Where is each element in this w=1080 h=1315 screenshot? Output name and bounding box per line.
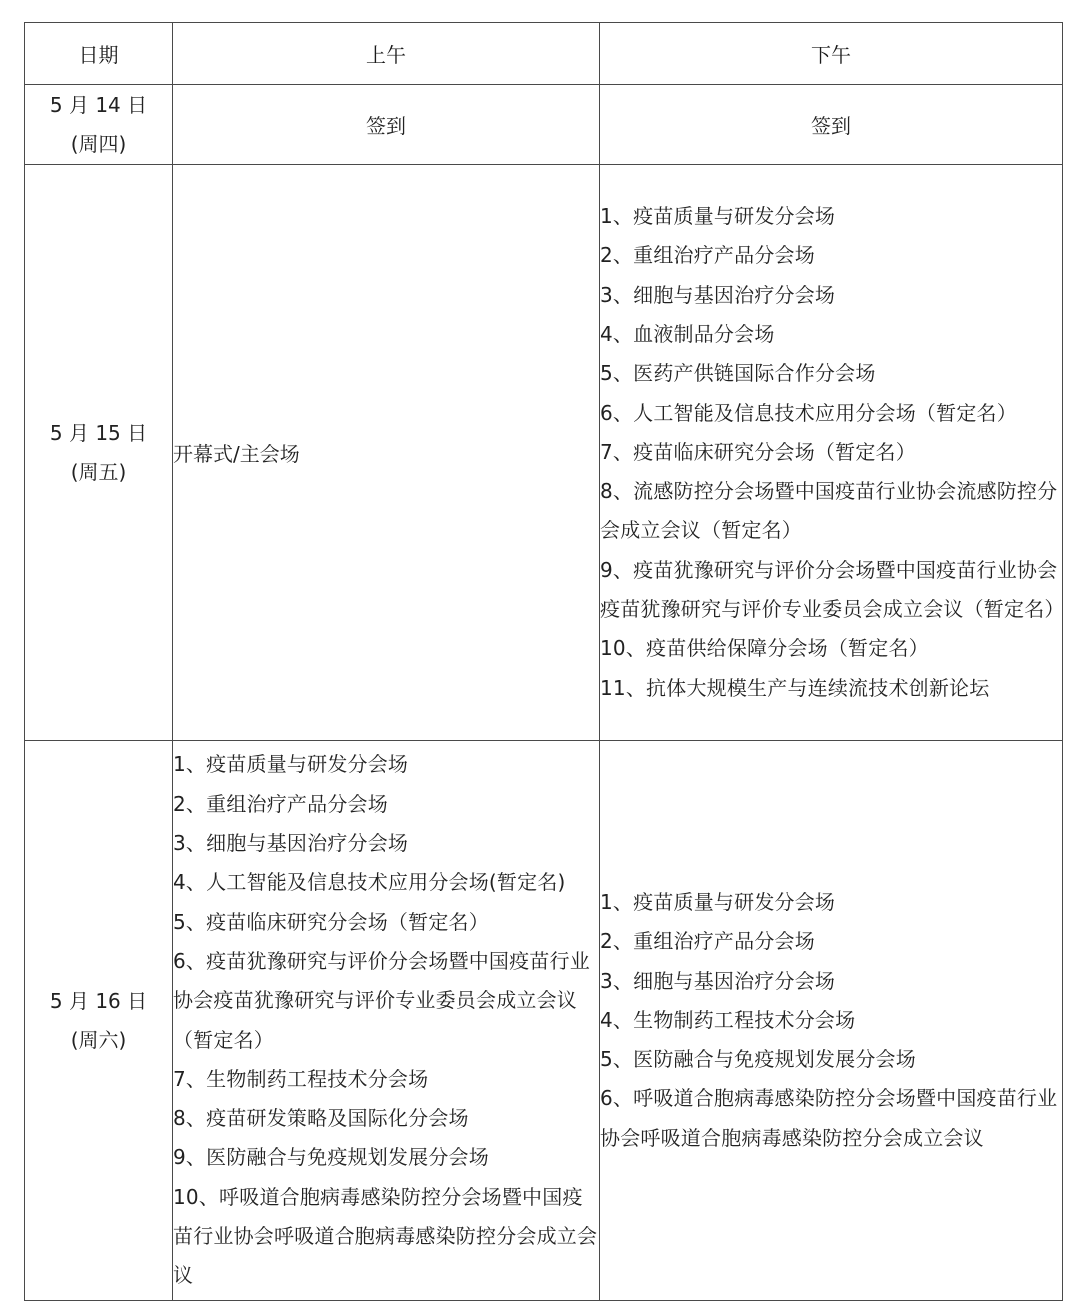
list-item: 9、疫苗犹豫研究与评价分会场暨中国疫苗行业协会疫苗犹豫研究与评价专业委员会成立会议（暂定名）	[600, 557, 1065, 622]
list-item: 1、疫苗质量与研发分会场	[600, 889, 836, 914]
weekday-label: (周五)	[70, 459, 127, 484]
list-item: 4、人工智能及信息技术应用分会场(暂定名)	[173, 870, 566, 895]
list-item: 10、疫苗供给保障分会场（暂定名）	[600, 636, 929, 661]
header-date: 日期	[25, 23, 173, 85]
table-row-may-14	[25, 85, 1063, 165]
header-morning: 上午	[173, 23, 600, 85]
list-item: 5、医药产供链国际合作分会场	[600, 361, 876, 386]
afternoon-cell	[600, 741, 1063, 1301]
session-list	[600, 883, 1062, 1158]
morning-cell: 签到	[173, 85, 600, 165]
list-item: 3、细胞与基因治疗分会场	[173, 831, 409, 856]
afternoon-cell: 签到	[600, 85, 1063, 165]
list-item: 6、疫苗犹豫研究与评价分会场暨中国疫苗行业协会疫苗犹豫研究与评价专业委员会成立会议（暂定名）	[173, 948, 590, 1052]
list-item: 1、疫苗质量与研发分会场	[600, 204, 836, 229]
morning-cell	[173, 741, 600, 1301]
session-list	[600, 197, 1065, 708]
date-label: 5 月 14 日	[49, 92, 148, 117]
list-item: 3、细胞与基因治疗分会场	[600, 968, 836, 993]
session-list	[173, 745, 599, 1295]
list-item: 9、医防融合与免疫规划发展分会场	[173, 1145, 489, 1170]
morning-cell: 开幕式/主会场	[173, 165, 600, 741]
list-item: 8、疫苗研发策略及国际化分会场	[173, 1106, 469, 1131]
list-item: 10、呼吸道合胞病毒感染防控分会场暨中国疫苗行业协会呼吸道合胞病毒感染防控分会成立会议	[173, 1184, 598, 1288]
date-cell	[25, 741, 173, 1301]
header-row	[25, 23, 1063, 85]
afternoon-cell	[600, 165, 1063, 741]
list-item: 5、医防融合与免疫规划发展分会场	[600, 1047, 916, 1072]
list-item: 11、抗体大规模生产与连续流技术创新论坛	[600, 675, 990, 700]
date-label: 5 月 15 日	[49, 420, 148, 445]
list-item: 7、疫苗临床研究分会场（暂定名）	[600, 439, 916, 464]
weekday-label: (周六)	[70, 1027, 127, 1052]
list-item: 2、重组治疗产品分会场	[173, 791, 388, 816]
table-row-may-15	[25, 165, 1063, 741]
schedule-table	[24, 22, 1063, 1301]
list-item: 2、重组治疗产品分会场	[600, 929, 815, 954]
date-cell	[25, 85, 173, 165]
list-item: 8、流感防控分会场暨中国疫苗行业协会流感防控分会成立会议（暂定名）	[600, 479, 1058, 543]
date-cell	[25, 165, 173, 741]
list-item: 6、人工智能及信息技术应用分会场（暂定名）	[600, 400, 1017, 425]
list-item: 4、血液制品分会场	[600, 321, 775, 346]
list-item: 2、重组治疗产品分会场	[600, 243, 815, 268]
table-row-may-16	[25, 741, 1063, 1301]
list-item: 6、呼吸道合胞病毒感染防控分会场暨中国疫苗行业协会呼吸道合胞病毒感染防控分会成立会议	[600, 1086, 1058, 1150]
date-label: 5 月 16 日	[49, 988, 148, 1013]
list-item: 3、细胞与基因治疗分会场	[600, 282, 836, 307]
list-item: 4、生物制药工程技术分会场	[600, 1007, 856, 1032]
header-afternoon: 下午	[600, 23, 1063, 85]
list-item: 1、疫苗质量与研发分会场	[173, 752, 409, 777]
weekday-label: (周四)	[70, 131, 127, 156]
list-item: 7、生物制药工程技术分会场	[173, 1066, 429, 1091]
list-item: 5、疫苗临床研究分会场（暂定名）	[173, 909, 489, 934]
